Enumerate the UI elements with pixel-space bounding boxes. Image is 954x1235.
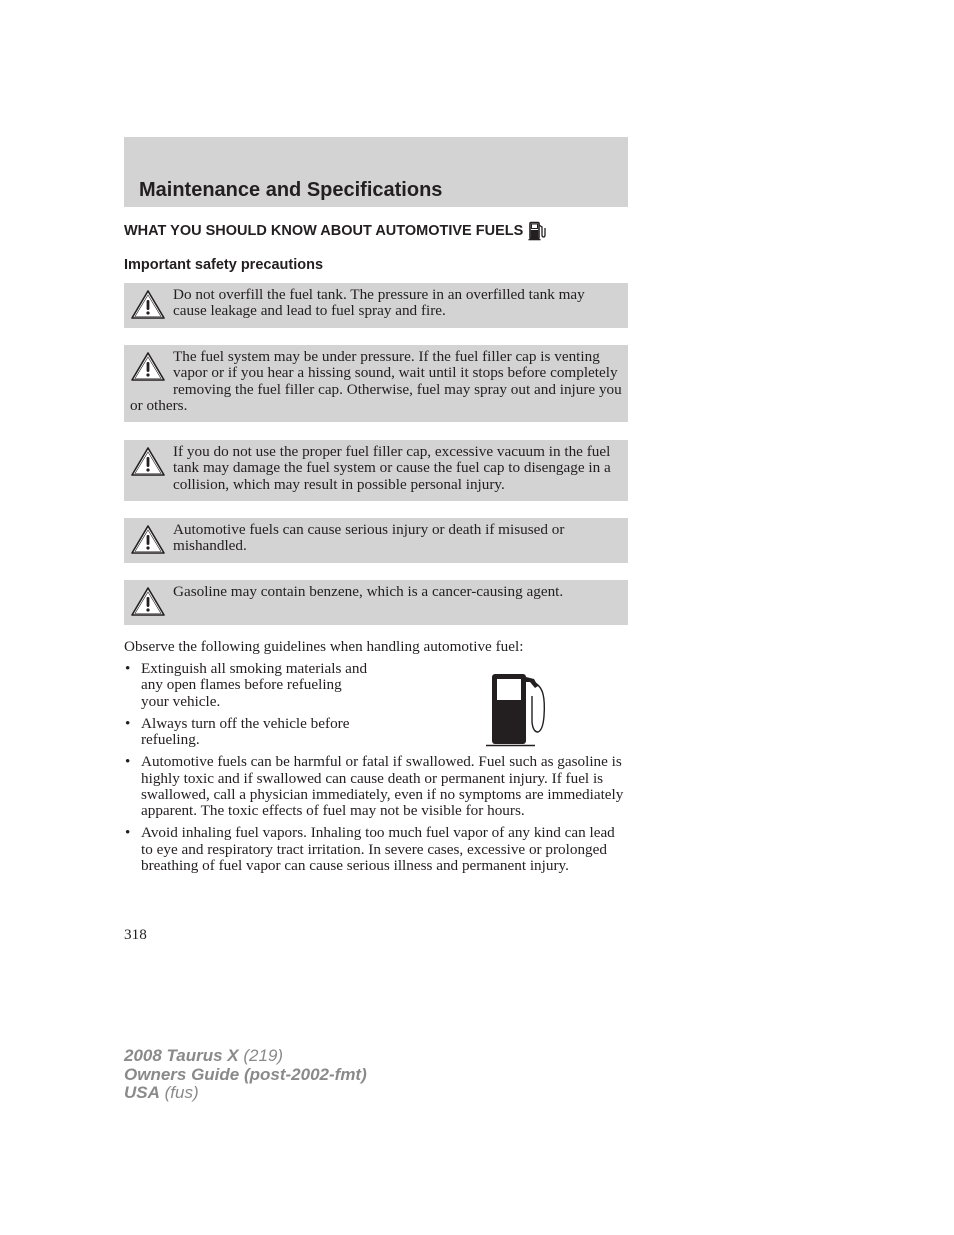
section-header-band [124,137,628,207]
fuel-pump-illustration [484,672,550,748]
list-item [124,661,373,710]
footer-market-code: (fus) [164,1083,199,1102]
warning-text: Automotive fuels can cause serious injury or death if misused or mishandled. [173,521,565,555]
warning-box [124,283,628,328]
bullet: • [125,660,131,677]
list-item-text: Automotive fuels can be harmful or fatal if swallowed. Fuel such as gasoline is highly toxic and if swallowed can cause death or permanent injury. If fuel is swallowed, call a physician immediately, even if no symptoms are immediately apparent. The toxic effects of fuel may not be visible for hours. [141,753,624,820]
subsection-title: Important safety precautions [124,257,324,273]
list-item [124,825,628,874]
footer-market: USA [124,1083,160,1102]
guidelines-list [124,661,628,875]
warning-text: Do not overfill the fuel tank. The pressure in an overfilled tank may cause leakage and lead to fuel spray and fire. [173,286,585,320]
footer-model: 2008 Taurus X [124,1046,239,1065]
guidelines-section [124,639,628,880]
warning-box [124,440,628,501]
warning-box [124,580,628,625]
warning-text: Gasoline may contain benzene, which is a cancer-causing agent. [173,583,564,600]
warning-triangle-icon [130,289,166,321]
page-title [124,221,546,241]
warning-box [124,518,628,563]
bullet: • [125,753,131,771]
warning-triangle-icon [130,586,166,618]
bullet: • [125,714,131,732]
warning-triangle-icon [130,351,166,383]
warning-box [124,345,628,422]
list-item-text: Always turn off the vehicle before refueling. [141,714,350,749]
warning-triangle-icon [130,446,166,478]
list-item-text: Avoid inhaling fuel vapors. Inhaling too much fuel vapor of any kind can lead to eye and respiratory tract irritation. In severe cases, excessive or prolonged breathing of fuel vapor can cause serious illness and permanent injury. [141,824,615,875]
bullet: • [125,824,131,842]
page-number: 318 [124,926,147,943]
warning-triangle-icon [130,524,166,556]
warning-text: If you do not use the proper fuel filler cap, excessive vacuum in the fuel tank may damage the fuel system or cause the fuel cap to disengage in a collision, which may result in possible personal injury. [173,443,611,493]
list-item-text: Extinguish all smoking materials and any open flames before refueling your vehicle. [141,660,368,710]
footer-guide: Owners Guide (post-2002-fmt) [124,1064,367,1084]
document-footer [124,1047,367,1103]
section-heading: Maintenance and Specifications [139,179,443,201]
warning-text: The fuel system may be under pressure. If the fuel filler cap is venting vapor or if you hear a hissing sound, wait until it stops before completely removing the fuel filler cap. Otherwise, fuel may spray out and injure you or others. [130,348,622,415]
list-item [124,716,391,749]
footer-model-code: (219) [243,1046,284,1065]
fuel-pump-icon [528,221,546,241]
list-item [124,754,628,820]
intro-text: Observe the following guidelines when handling automotive fuel: [124,638,524,655]
page-title-text: WHAT YOU SHOULD KNOW ABOUT AUTOMOTIVE FUELS [124,223,524,239]
